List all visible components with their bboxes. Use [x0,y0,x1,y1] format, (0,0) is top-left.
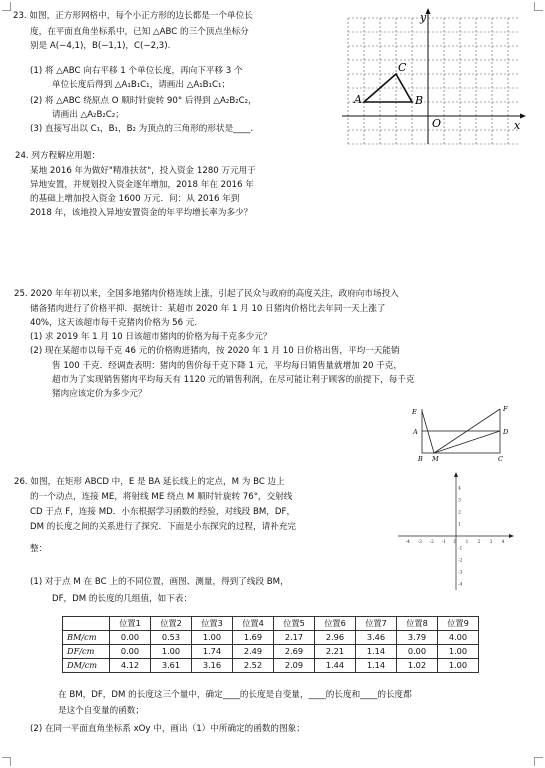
q24-line-2: 某地 2016 年为做好"精准扶贫"，投入资金 1280 万元用于 [30,166,256,176]
fig-label-c: C [498,455,503,463]
table-cell: 0.00 [397,645,438,659]
x-axis-arrow-icon [509,534,514,538]
table-header-cell: 位置8 [397,617,438,631]
table-cell: 3.46 [356,631,397,645]
x-tick-label: 2 [477,540,481,545]
q25-part-2a: (2) 现在某超市以每千克 46 元的价格购进猪肉，按 2020 年 1 月 10 日价格出售，平均一天能销 [30,346,400,356]
x-tick-label: 4 [501,540,505,545]
label-o: O [432,117,442,130]
table-cell: 0.00 [110,645,151,659]
table-cell: 2.96 [315,631,356,645]
q23-line-1: 23. 如图，正方形网格中，每个小正方形的边长都是一个单位长 [13,11,253,21]
table-row [63,631,479,645]
table-row [63,645,479,659]
table-cell: 1.00 [192,631,233,645]
y-tick-label: -3 [458,570,463,576]
table-header-row [63,617,479,631]
q23-part-2a: (2) 将 △ABC 绕原点 O 顺时针旋转 90° 后得到 △A₂B₂C₂， [30,96,257,106]
y-axis-arrow-icon [454,472,458,477]
fig-label-d: D [503,428,509,436]
table-cell: 1.14 [356,659,397,673]
q26-line-2: 的一个动点，连接 ME，将射线 ME 绕点 M 顺时针旋转 76°，交射线 [30,492,293,502]
table-row [63,659,479,673]
q25-part-2d: 猪肉应该定价为多少元？ [52,389,147,399]
table-header-cell: 位置6 [315,617,356,631]
q24-line-4: 的基础上增加投入资金 1600 万元．问：从 2016 年到 [30,194,240,204]
label-c: C [398,61,407,74]
table-header-cell: 位置9 [438,617,479,631]
table-header-cell: 位置3 [192,617,233,631]
table-row-label: BM/cm [63,631,110,645]
q26-line-5: 整： [30,544,48,554]
table-header-cell: 位置5 [274,617,315,631]
q26-line-1: 26. 如图，在矩形 ABCD 中，E 是 BA 延长线上的定点，M 为 BC 边上 [14,477,285,487]
q23-part-2b: 请画出 △A₂B₂C₂； [52,110,124,120]
table-cell: 1.00 [438,659,479,673]
q25-part-1: (1) 求 2019 年 1 月 10 日该超市猪肉的价格为每千克多少元？ [30,332,272,342]
y-tick-label: -1 [458,546,463,552]
table-cell: 1.74 [192,645,233,659]
table-header-cell: 位置7 [356,617,397,631]
q26-axes-figure [396,470,516,592]
table-header-cell: 位置1 [110,617,151,631]
table-cell: 1.00 [151,645,192,659]
table-cell: 2.21 [315,645,356,659]
table-cell: 0.00 [110,631,151,645]
q25-line-1: 25. 2020 年年初以来，全国多地猪肉价格连续上涨，引起了民众与政府的高度关注，政府向市场投入 [14,289,399,299]
table-row-label: DF/cm [63,645,110,659]
q23-part-1b: 单位长度后得到 △A₁B₁C₁，请画出 △A₁B₁C₁； [52,80,231,90]
table-cell: 1.44 [315,659,356,673]
fig-label-m: M [432,455,439,463]
table-cell: 0.53 [151,631,192,645]
q25-part-2c: 超市为了实现销售猪肉平均每天有 1120 元的销售利润，在尽可能让利于顾客的前提下，每千克 [52,375,415,385]
table-cell: 3.16 [192,659,233,673]
q24-line-1: 24. 列方程解应用题： [15,151,101,161]
table-cell: 1.02 [397,659,438,673]
table-header-cell: 位置2 [151,617,192,631]
label-a: A [354,93,362,106]
table-header-cell: 位置4 [233,617,274,631]
table-cell: 3.61 [151,659,192,673]
table-cell: 3.79 [397,631,438,645]
q23-grid-figure [340,8,530,146]
q23-part-1a: (1) 将 △ABC 向右平移 1 个单位长度，再向下平移 3 个 [30,66,243,76]
y-axis-arrow-icon [426,8,431,14]
y-tick-label: -4 [458,582,463,588]
fig-label-a: A [413,428,418,436]
q26-after-2: 是这个自变量的函数； [58,706,144,716]
fig-label-e: E [412,408,417,416]
q23-part-3: (3) 直接写出以 C₁，B₁，B₂ 为顶点的三角形的形状是____. [30,124,254,134]
x-axis-arrow-icon [520,114,526,119]
q25-rectangle-figure [410,405,520,465]
x-tick-label: 0 [453,540,457,545]
table-cell: 2.09 [274,659,315,673]
table-cell: 1.69 [233,631,274,645]
q24-line-5: 2018 年，该地投入异地安置资金的年平均增长率为多少？ [30,208,253,218]
y-tick-label: 4 [458,486,461,492]
fig-label-f: F [503,405,508,413]
q26-part-1a: (1) 对于点 M 在 BC 上的不同位置，画图、测量，得到了线段 BM， [30,577,289,587]
y-tick-label: 3 [458,498,461,504]
table-row-label: DM/cm [63,659,110,673]
q26-after-1: 在 BM，DF，DM 的长度这三个量中，确定____的长度是自变量，____的长度和____的长度都 [58,690,412,700]
q23-line-2: 度，在平面直角坐标系中，已知 △ABC 的三个顶点坐标分 [30,27,249,37]
label-x: x [514,119,521,132]
q26-part-1b: DF，DM 的长度的几组值，如下表： [52,594,193,604]
y-tick-label: 2 [458,510,461,516]
label-b: B [415,94,424,107]
q23-line-3: 别是 A(−4,1)，B(−1,1)，C(−2,3). [30,41,171,51]
q25-line-2: 储备猪肉进行了价格平抑．据统计：某超市 2020 年 1 月 10 日猪肉价格比去年同一天上涨了 [30,304,386,314]
y-tick-label: -2 [458,558,463,564]
table-cell: 1.00 [438,645,479,659]
x-tick-label: 3 [489,540,493,545]
table-corner-cell [63,617,110,631]
fig-label-b: B [418,455,423,463]
y-tick-label: 1 [458,522,461,528]
q26-line-4: DM 的长度之间的关系进行了探究．下面是小东探究的过程，请补充完 [30,522,296,532]
table-cell: 2.52 [233,659,274,673]
x-tick-label: -3 [417,540,422,545]
table-cell: 4.00 [438,631,479,645]
x-tick-label: -4 [405,540,410,545]
q25-line-3: 40%，这天该超市每千克猪肉价格为 56 元． [30,318,204,328]
x-tick-label: 1 [465,540,469,545]
table-cell: 2.69 [274,645,315,659]
q26-data-table [62,616,479,673]
q26-line-3: CD 于点 F，连接 MD．小东根据学习函数的经验，对线段 BM，DF， [30,507,296,517]
table-cell: 1.14 [356,645,397,659]
x-tick-label: -1 [441,540,446,545]
x-tick-label: -2 [429,540,434,545]
q26-part-2: (2) 在同一平面直角坐标系 xOy 中，画出（1）中所确定的函数的图象； [30,724,305,734]
table-cell: 2.49 [233,645,274,659]
table-cell: 4.12 [110,659,151,673]
q24-line-3: 异地安置，并规划投入资金逐年增加，2018 年在 2016 年 [30,180,254,190]
label-y: y [420,11,427,24]
q25-part-2b: 售 100 千克．经调查表明：猪肉的售价每千克下降 1 元，平均每日销售量就增加 20 千克， [52,361,402,371]
table-cell: 2.17 [274,631,315,645]
